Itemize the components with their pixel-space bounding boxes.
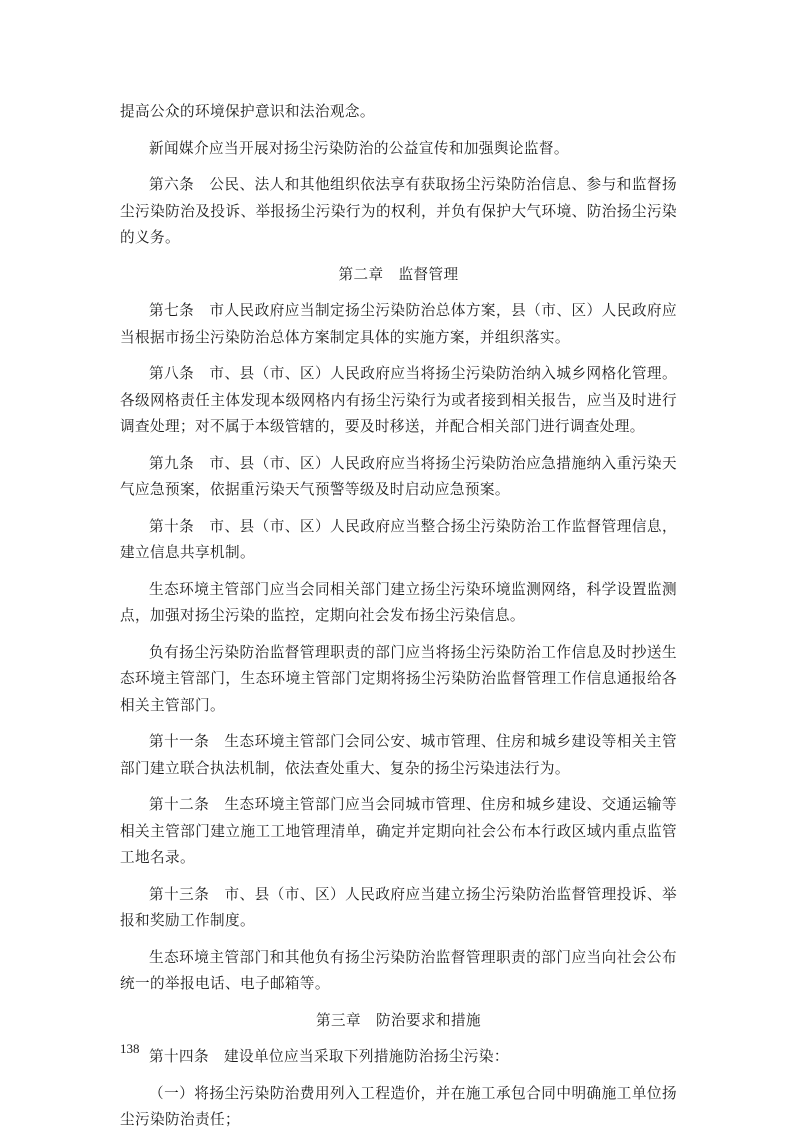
document-body — [120, 99, 677, 1144]
chapter-2-heading: 第二章 监督管理 — [338, 265, 459, 283]
article-9: 第九条 市、县（市、区）人民政府应当将扬尘污染防治应急措施纳入重污染天气应急预案，依据重污染天气预警等级及时启动应急预案。 — [120, 454, 677, 498]
article-10-paragraph-2: 生态环境主管部门应当会同相关部门建立扬尘污染环境监测网络，科学设置监测点，加强对扬尘污染的监控，定期向社会发布扬尘污染信息。 — [120, 580, 677, 624]
article-6: 第六条 公民、法人和其他组织依法享有获取扬尘污染防治信息、参与和监督扬尘污染防治及投诉、举报扬尘污染行为的权利，并负有保护大气环境、防治扬尘污染的义务。 — [120, 176, 677, 246]
chapter-3-heading: 第三章 防治要求和措施 — [316, 1011, 481, 1029]
article-14: 第十四条 建设单位应当采取下列措施防治扬尘污染： — [149, 1048, 509, 1065]
article-14-item-1: （一）将扬尘污染防治费用列入工程造价，并在施工承包合同中明确施工单位扬尘污染防治责任； — [120, 1084, 677, 1128]
paragraph-media-publicity: 新闻媒介应当开展对扬尘污染防治的公益宣传和加强舆论监督。 — [149, 139, 569, 157]
article-11: 第十一条 生态环境主管部门会同公安、城市管理、住房和城乡建设等相关主管部门建立联合执法机制，依法查处重大、复杂的扬尘污染违法行为。 — [120, 733, 677, 777]
article-8: 第八条 市、县（市、区）人民政府应当将扬尘污染防治纳入城乡网格化管理。各级网格责任主体发现本级网格内有扬尘污染行为或者接到相关报告，应当及时进行调查处理；对不属于本级管辖的，要及时移送，并配合相关部门进行调查处理。 — [120, 365, 677, 435]
page-number: 138 — [120, 1041, 140, 1056]
article-7: 第七条 市人民政府应当制定扬尘污染防治总体方案，县（市、区）人民政府应当根据市扬尘污染防治总体方案制定具体的实施方案，并组织落实。 — [120, 302, 677, 346]
article-13: 第十三条 市、县（市、区）人民政府应当建立扬尘污染防治监督管理投诉、举报和奖励工作制度。 — [120, 885, 677, 929]
article-10: 第十条 市、县（市、区）人民政府应当整合扬尘污染防治工作监督管理信息，建立信息共享机制。 — [120, 517, 677, 561]
paragraph-continuation: 提高公众的环境保护意识和法治观念。 — [120, 103, 375, 120]
article-10-paragraph-3: 负有扬尘污染防治监督管理职责的部门应当将扬尘污染防治工作信息及时抄送生态环境主管部门，生态环境主管部门定期将扬尘污染防治监督管理工作信息通报给各相关主管部门。 — [120, 643, 677, 714]
article-13-paragraph-2: 生态环境主管部门和其他负有扬尘污染防治监督管理职责的部门应当向社会公布统一的举报电话、电子邮箱等。 — [120, 948, 677, 992]
article-12: 第十二条 生态环境主管部门应当会同城市管理、住房和城乡建设、交通运输等相关主管部门建立施工工地管理清单，确定并定期向社会公布本行政区域内重点监管工地名录。 — [120, 796, 677, 866]
